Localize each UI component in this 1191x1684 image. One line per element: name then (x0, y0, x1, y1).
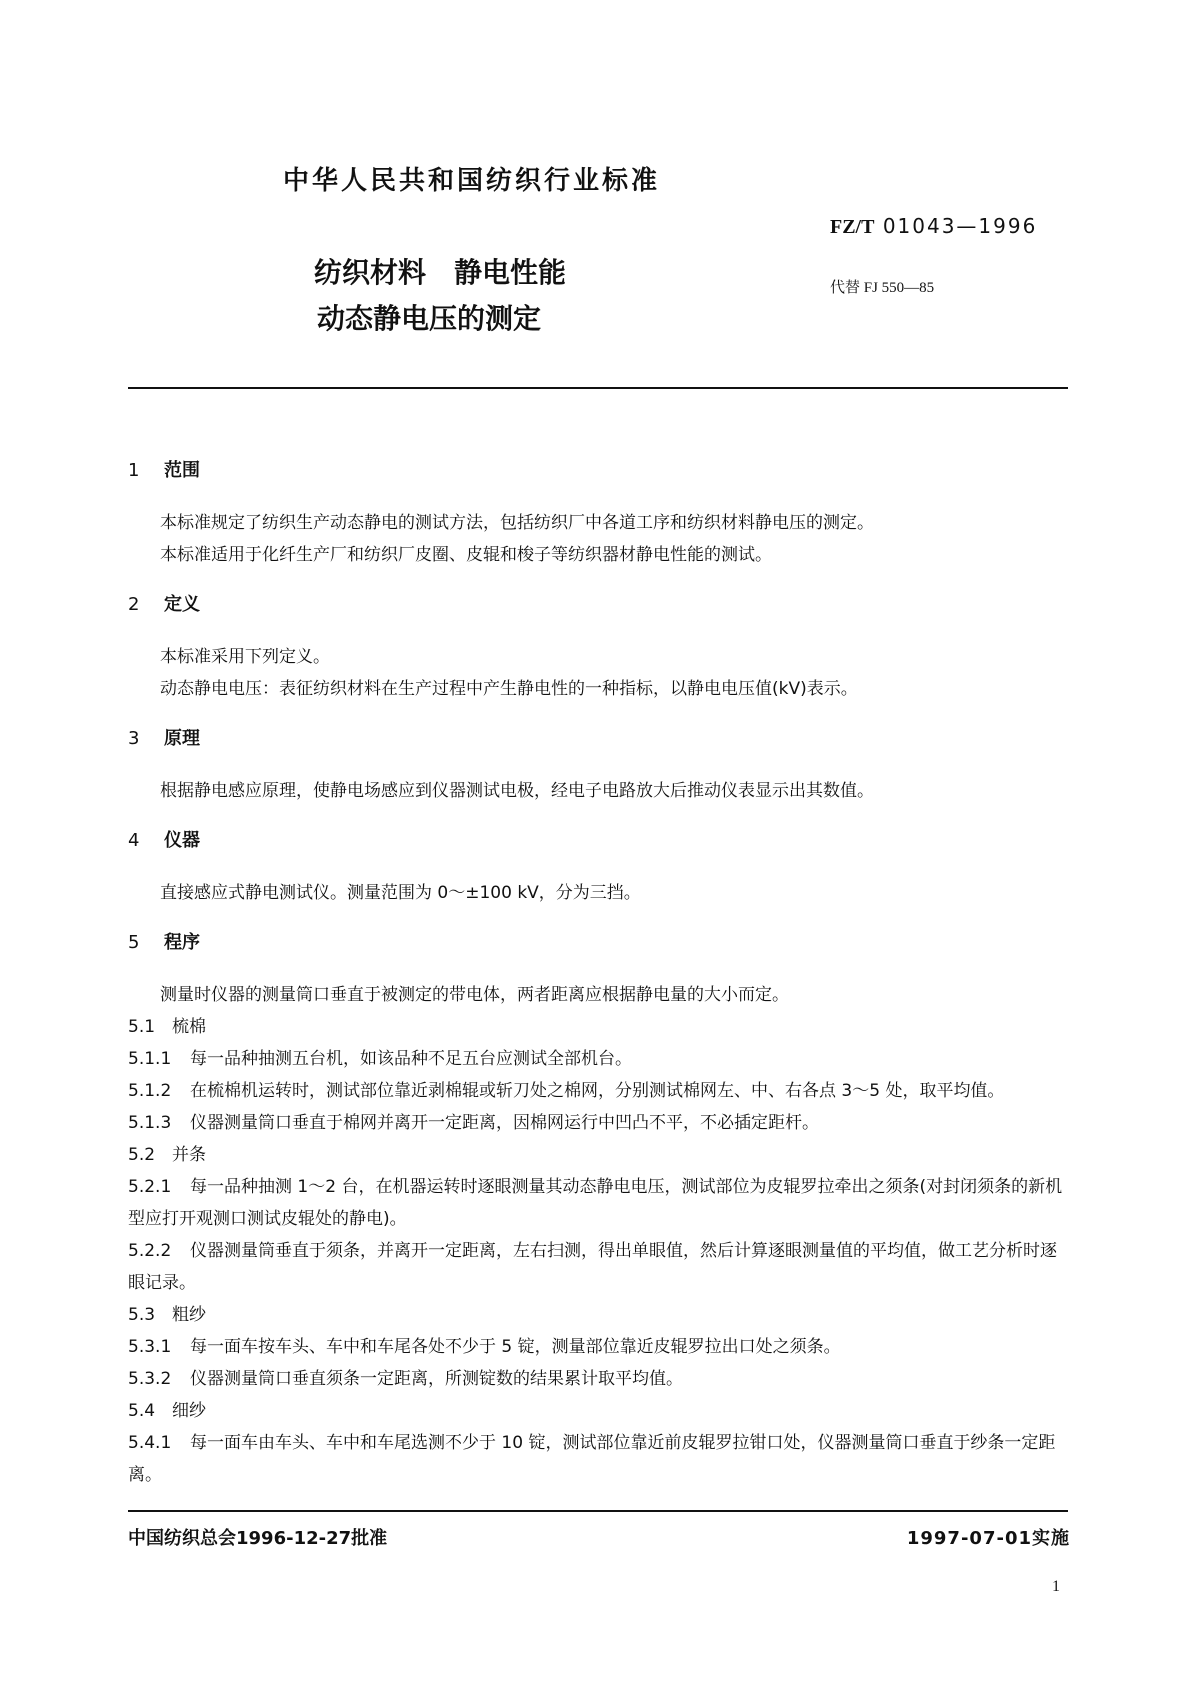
clause-text: 在梳棉机运转时，测试部位靠近剥棉辊或斩刀处之棉网，分别测试棉网左、中、右各点 3～5 处，取平均值。 (190, 1081, 1005, 1101)
clause-text: 仪器测量筒口垂直须条一定距离，所测锭数的结果累计取平均值。 (190, 1369, 683, 1389)
clause-text: 每一面车按车头、车中和车尾各处不少于 5 锭，测量部位靠近皮辊罗拉出口处之须条。 (190, 1337, 841, 1357)
subsection-heading (128, 1395, 1068, 1427)
replaces-standard: 代替 FJ 550—85 (830, 280, 935, 296)
section-heading-apparatus (128, 825, 1068, 857)
implementation-date: 1997-07-01实施 (906, 1528, 1070, 1549)
clause (128, 1107, 1068, 1139)
clause (128, 1427, 1068, 1491)
standard-code-number: 01043—1996 (882, 214, 1038, 238)
clause-number: 5.1.2 (128, 1081, 172, 1101)
paragraph: 本标准采用下列定义。 (160, 647, 330, 667)
paragraph: 本标准适用于化纤生产厂和纺织厂皮圈、皮辊和梭子等纺织器材静电性能的测试。 (160, 545, 772, 565)
document-title (308, 250, 618, 342)
clause-number: 5.2.2 (128, 1241, 172, 1261)
paragraph: 根据静电感应原理，使静电场感应到仪器测试电极，经电子电路放大后推动仪表显示出其数值。 (160, 781, 874, 801)
title-line-1: 纺织材料 静电性能 (314, 256, 567, 289)
standard-category: 中华人民共和国纺织行业标准 (283, 166, 661, 196)
section-number: 4 (128, 830, 140, 851)
subsection-number: 5.3 (128, 1305, 156, 1325)
paragraph: 本标准规定了纺织生产动态静电的测试方法，包括纺织厂中各道工序和纺织材料静电压的测定。 (160, 513, 874, 533)
document-body (128, 455, 1068, 1491)
clause-text: 仪器测量筒垂直于须条，并离开一定距离，左右扫测，得出单眼值，然后计算逐眼测量值的平均值，做工艺分析时逐眼记录。 (128, 1241, 1057, 1293)
subsection-text: 并条 (172, 1145, 206, 1165)
section-heading-definitions (128, 589, 1068, 621)
clause-text: 每一面车由车头、车中和车尾选测不少于 10 锭，测试部位靠近前皮辊罗拉钳口处，仪器测量筒口垂直于纱条一定距离。 (128, 1433, 1056, 1485)
paragraph: 直接感应式静电测试仪。测量范围为 0～±100 kV，分为三挡。 (160, 883, 641, 903)
section-number: 1 (128, 460, 140, 481)
subsection-number: 5.4 (128, 1401, 156, 1421)
subsection-heading (128, 1011, 1068, 1043)
clause-text: 每一品种抽测 1～2 台，在机器运转时逐眼测量其动态静电电压，测试部位为皮辊罗拉牵出之须条(对封闭须条的新机型应打开观测口测试皮辊处的静电)。 (128, 1177, 1063, 1229)
section-number: 5 (128, 932, 140, 953)
clause (128, 1331, 1068, 1363)
section-heading-scope (128, 455, 1068, 487)
section-title: 定义 (164, 594, 200, 615)
paragraph: 测量时仪器的测量筒口垂直于被测定的带电体，两者距离应根据静电量的大小而定。 (160, 985, 789, 1005)
clause-text: 仪器测量筒口垂直于棉网并离开一定距离，因棉网运行中凹凸不平，不必插定距杆。 (190, 1113, 819, 1133)
clause-number: 5.2.1 (128, 1177, 172, 1197)
section-title: 原理 (164, 728, 200, 749)
standard-code (830, 214, 1037, 239)
clause-number: 5.1.3 (128, 1113, 172, 1133)
section-title: 范围 (164, 460, 200, 481)
subsection-heading (128, 1139, 1068, 1171)
clause (128, 1043, 1068, 1075)
clause (128, 1171, 1068, 1235)
subsection-number: 5.2 (128, 1145, 156, 1165)
subsection-text: 梳棉 (172, 1017, 206, 1037)
section-heading-procedure (128, 927, 1068, 959)
section-title: 仪器 (164, 830, 200, 851)
clause (128, 1075, 1068, 1107)
header-divider (128, 387, 1068, 389)
clause (128, 1235, 1068, 1299)
clause (128, 1363, 1068, 1395)
subsection-text: 细纱 (172, 1401, 206, 1421)
clause-number: 5.1.1 (128, 1049, 172, 1069)
clause-number: 5.3.2 (128, 1369, 172, 1389)
clause-number: 5.4.1 (128, 1433, 172, 1453)
approval-date: 中国纺织总会1996-12-27批准 (128, 1528, 388, 1549)
subsection-number: 5.1 (128, 1017, 156, 1037)
paragraph: 动态静电电压：表征纺织材料在生产过程中产生静电性的一种指标，以静电电压值(kV)表示。 (160, 679, 858, 699)
clause-number: 5.3.1 (128, 1337, 172, 1357)
section-number: 3 (128, 728, 140, 749)
clause-text: 每一品种抽测五台机，如该品种不足五台应测试全部机台。 (190, 1049, 632, 1069)
section-number: 2 (128, 594, 140, 615)
page-number: 1 (1052, 1578, 1060, 1595)
section-title: 程序 (164, 932, 200, 953)
standard-code-prefix: FZ/T (830, 216, 875, 238)
subsection-text: 粗纱 (172, 1305, 206, 1325)
title-line-2: 动态静电压的测定 (317, 302, 542, 335)
footer-divider (128, 1510, 1068, 1512)
section-heading-principle (128, 723, 1068, 755)
subsection-heading (128, 1299, 1068, 1331)
